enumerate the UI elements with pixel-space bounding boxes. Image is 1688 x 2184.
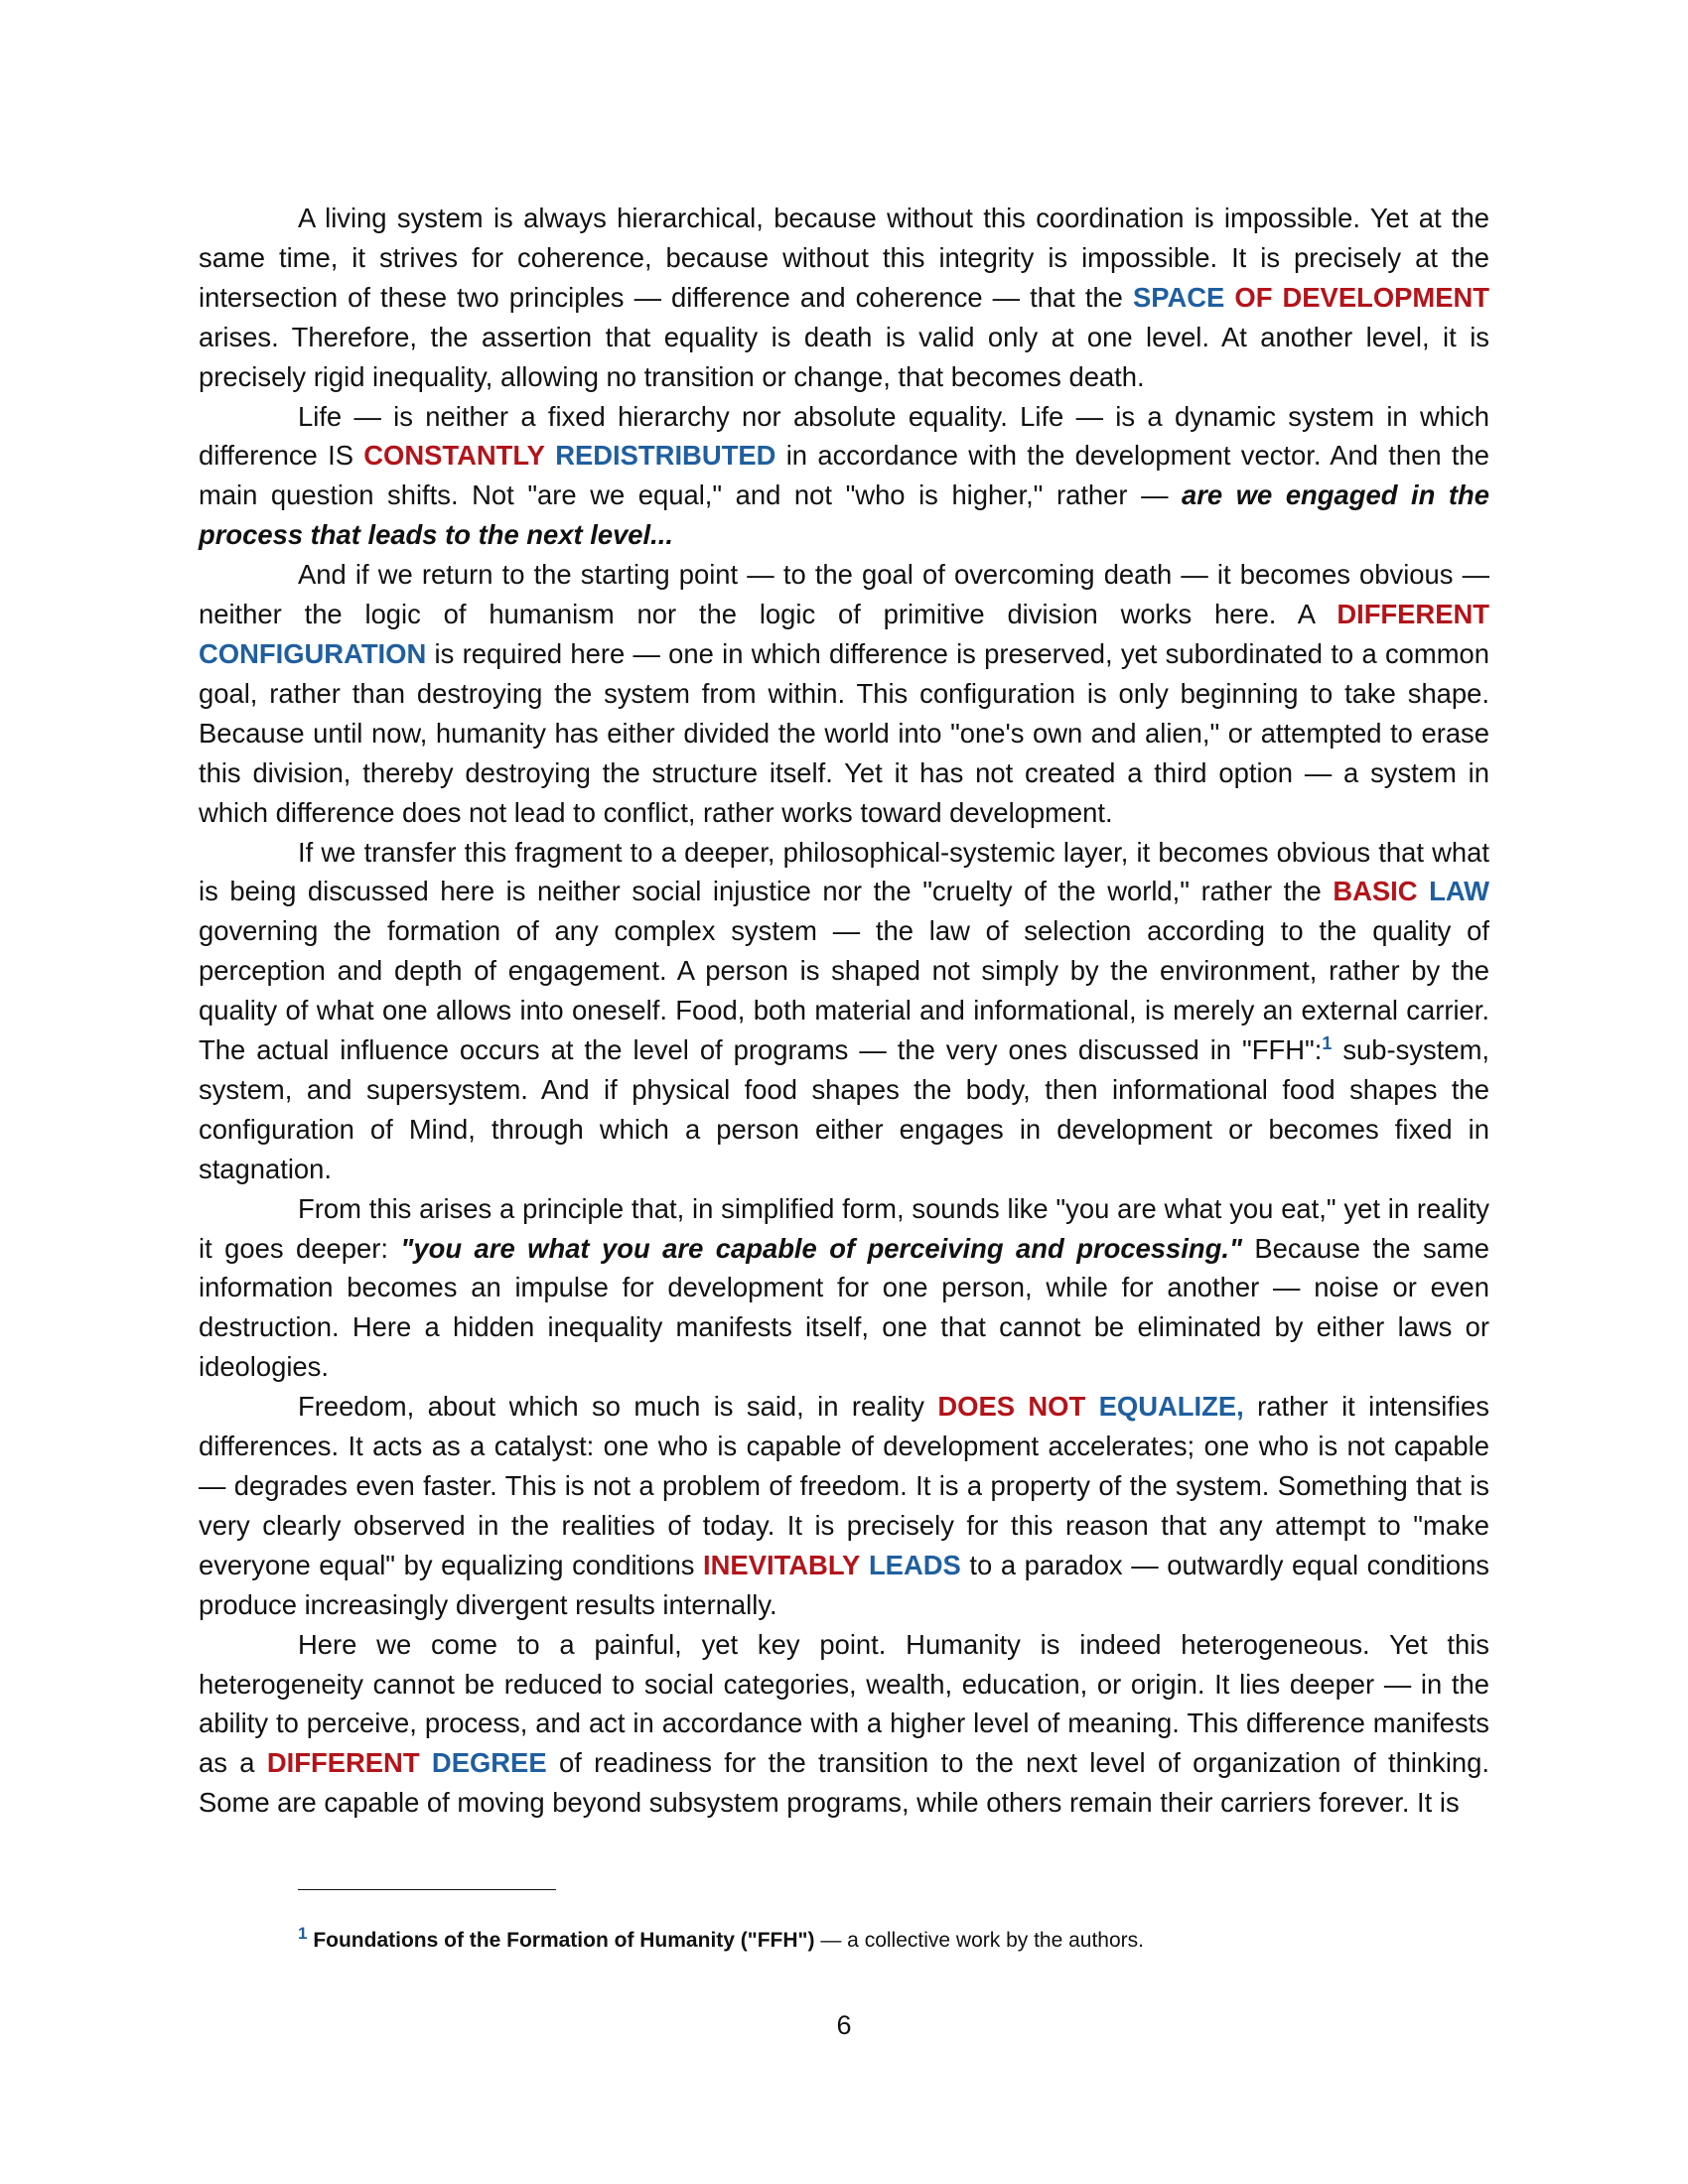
body-text — [199, 199, 1489, 1823]
text-run: to a paradox — outwardly equal conditions produce increasingly divergent results internally. — [199, 1549, 1489, 1620]
text-run — [1418, 876, 1430, 906]
highlight-red: CONSTANTLY — [363, 440, 545, 472]
text-run: is required here — one in which difference is preserved, yet subordinated to a common goal, rather than destroying the system from within. This configuration is only beginning to take shape. Because until now, humanity has either divided the world into "one's own and alien," or attempted to erase this division, thereby destroying the structure itself. Yet it has not created a third option — a system in which difference does not lead to conflict, rather works toward development. — [199, 637, 1489, 828]
footnote-reference: 1 — [1322, 1032, 1333, 1053]
emphasis-text: "you are what you are capable of perceiving and processing." — [400, 1232, 1242, 1264]
footnote-text: — a collective work by the authors. — [814, 1929, 1144, 1952]
text-run — [860, 1550, 869, 1580]
text-run — [545, 440, 555, 471]
text-run: in accordance with the development vector. And then the main question shifts. Not "are we equal," and not "who is higher," rather — — [199, 440, 1489, 511]
text-run: governing the formation of any complex system — the law of selection according to the quality of perception and depth of engagement. A person is shaped not simply by the environment, rather by the quality of what one allows into oneself. Food, both material and informational, is merely an external carrier. The actual influence occurs at the level of programs — the very ones discussed in "FFH": — [199, 915, 1489, 1066]
highlight-blue: LAW — [1429, 876, 1489, 907]
highlight-blue: DEGREE — [431, 1747, 547, 1779]
paragraph — [199, 1387, 1489, 1624]
text-run — [420, 1747, 432, 1778]
footnote-marker: 1 — [298, 1924, 308, 1943]
text-run: A living system is always hierarchical, because without this coordination is impossible. Yet at the same time, it strives for coherence, because without this integrity is impossible. It is precisely at the intersection of these two principles — difference and coherence — that the — [199, 203, 1489, 313]
highlight-red: INEVITABLY — [703, 1549, 861, 1580]
emphasis-text: are we engaged in the process that leads to the next level... — [199, 479, 1489, 551]
text-run: If we transfer this fragment to a deeper, philosophical-systemic layer, it becomes obvious that what is being discussed here is neither social injustice nor the "cruelty of the world," rather the — [199, 836, 1489, 907]
highlight-blue: LEADS — [868, 1549, 961, 1580]
highlight-blue: EQUALIZE, — [1098, 1391, 1244, 1423]
text-run: And if we return to the starting point — to the goal of overcoming death — it becomes obvious — neither the logic of humanism nor the logic of primitive division works here. A — [199, 559, 1489, 630]
footnote-separator — [298, 1889, 556, 1890]
text-run: Here we come to a painful, yet key point. Humanity is indeed heterogeneous. Yet this heterogeneity cannot be reduced to social categories, wealth, education, or origin. It lies deeper — in the ability to perceive, process, and act in accordance with a higher level of meaning. This difference manifests as a — [199, 1628, 1489, 1779]
footnote-title: Foundations of the Formation of Humanity ("FFH") — [313, 1929, 815, 1952]
highlight-blue: REDISTRIBUTED — [555, 440, 776, 472]
paragraph — [199, 1625, 1489, 1824]
paragraph — [199, 1189, 1489, 1388]
page-number: 6 — [836, 2010, 852, 2040]
paragraph — [199, 397, 1489, 556]
text-run — [1224, 282, 1234, 313]
text-run: Life — is neither a fixed hierarchy nor absolute equality. Life — is a dynamic system in which difference IS — [199, 400, 1489, 472]
text-run: sub-system, system, and supersystem. And if physical food shapes the body, then informational food shapes the configuration of Mind, through which a person either engages in development or becomes fixed in stagnation. — [199, 1034, 1489, 1184]
highlight-red: OF DEVELOPMENT — [1234, 281, 1490, 313]
text-run: rather it intensifies differences. It acts as a catalyst: one who is capable of development accelerates; one who is not capable — degrades even faster. This is not a problem of freedom. It is a property of the system. Something that is very clearly observed in the realities of today. It is precisely for this reason that any attempt to "make everyone equal" by equalizing conditions — [199, 1391, 1489, 1580]
text-run: Freedom, about which so much is said, in reality — [298, 1391, 938, 1423]
highlight-blue: CONFIGURATION — [199, 637, 427, 669]
highlight-red: DIFFERENT — [266, 1747, 420, 1779]
paragraph — [199, 833, 1489, 1189]
highlight-red: DIFFERENT — [1336, 599, 1489, 630]
text-run: of readiness for the transition to the next level of organization of thinking. Some are capable of moving beyond subsystem programs, while others remain their carriers forever. It is — [199, 1747, 1489, 1819]
text-run — [1085, 1391, 1098, 1422]
highlight-red: BASIC — [1333, 876, 1418, 907]
highlight-blue: SPACE — [1132, 281, 1225, 313]
paragraph — [199, 199, 1489, 397]
footnote — [298, 1926, 1390, 1956]
text-run: Because the same information becomes an impulse for development for one person, while for another — noise or even destruction. Here a hidden inequality manifests itself, one that cannot be eliminated by either laws or ideologies. — [199, 1232, 1489, 1383]
text-run: From this arises a principle that, in simplified form, sounds like "you are what you eat," yet in reality it goes deeper: — [199, 1192, 1489, 1264]
paragraph — [199, 555, 1489, 832]
highlight-red: DOES NOT — [937, 1391, 1086, 1423]
text-run: arises. Therefore, the assertion that equality is death is valid only at one level. At another level, it is precisely rigid inequality, allowing no transition or change, that becomes death. — [199, 321, 1489, 392]
